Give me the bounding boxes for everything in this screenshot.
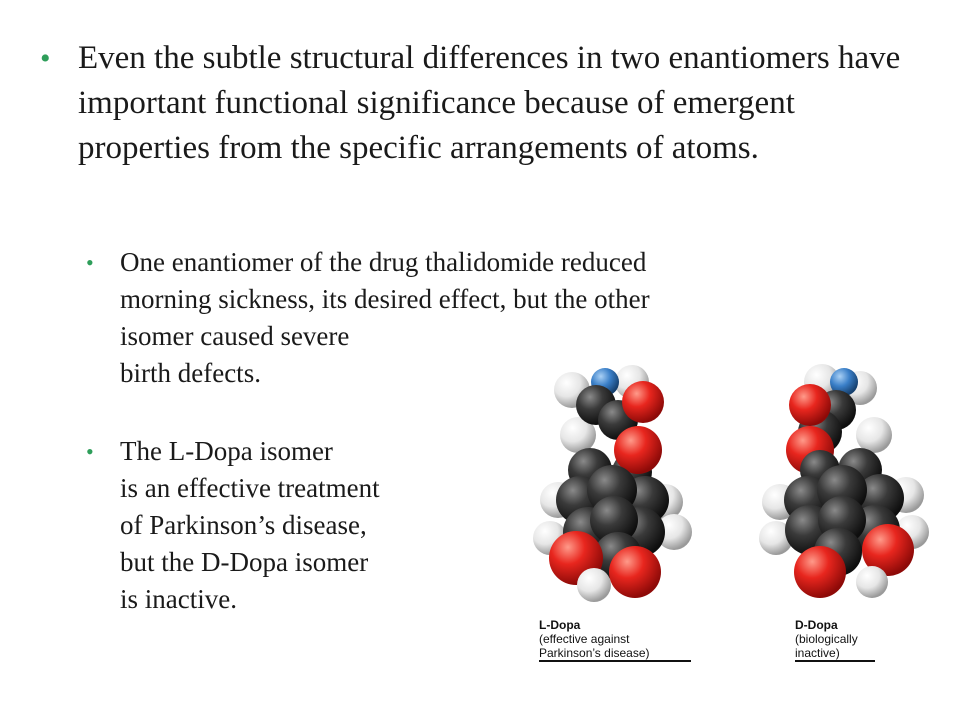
d-dopa-caption-underline — [795, 660, 875, 662]
d-dopa-desc-1: (biologically — [795, 632, 858, 646]
hydrogen-atom — [856, 566, 888, 598]
text-line: birth defects. — [120, 358, 261, 388]
d-dopa-desc-2: inactive) — [795, 646, 840, 660]
d-dopa-model — [759, 364, 929, 598]
bullet-dot: • — [86, 439, 94, 464]
sub-bullet-dopa — [86, 433, 466, 618]
l-dopa-desc-2: Parkinson’s disease) — [539, 646, 650, 660]
oxygen-atom — [609, 546, 661, 598]
sub-bullet-text — [120, 433, 466, 618]
text-line: but the D-Dopa isomer — [120, 547, 369, 577]
dopa-molecules-figure — [520, 360, 940, 665]
main-bullet — [40, 36, 920, 171]
l-dopa-name: L-Dopa — [539, 618, 581, 632]
molecule-models — [520, 360, 940, 610]
hydrogen-atom — [577, 568, 611, 602]
text-line: is an effective treatment — [120, 473, 380, 503]
l-dopa-desc-1: (effective against — [539, 632, 630, 646]
text-line: isomer caused severe — [120, 321, 350, 351]
oxygen-atom — [794, 546, 846, 598]
text-line: morning sickness, its desired effect, but the other — [120, 284, 650, 314]
l-dopa-caption — [539, 618, 650, 660]
text-line: One enantiomer of the drug thalidomide reduced — [120, 247, 647, 277]
text-line: The L-Dopa isomer — [120, 436, 333, 466]
text-line: is inactive. — [120, 584, 237, 614]
l-dopa-caption-underline — [539, 660, 691, 662]
bullet-dot: • — [40, 42, 51, 75]
oxygen-atom — [789, 384, 831, 426]
d-dopa-name: D-Dopa — [795, 618, 838, 632]
l-dopa-model — [533, 365, 692, 602]
text-line: of Parkinson’s disease, — [120, 510, 367, 540]
d-dopa-caption — [795, 618, 858, 660]
hydrogen-atom — [856, 417, 892, 453]
oxygen-atom — [622, 381, 664, 423]
main-bullet-text: Even the subtle structural differences in two enantiomers have important functional significance because of emergent properties from the specific arrangements of atoms. — [78, 40, 901, 166]
bullet-dot: • — [86, 250, 94, 275]
